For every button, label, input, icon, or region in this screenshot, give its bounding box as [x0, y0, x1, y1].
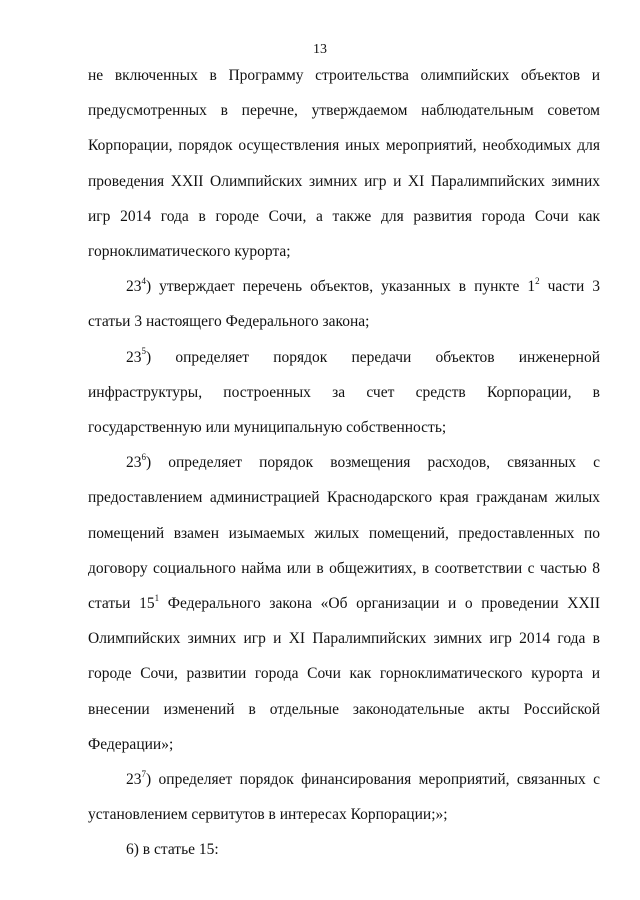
document-body: [88, 58, 600, 868]
item-text-continued: Федерального закона «Об организации и о проведении XXII Олимпийских зимних игр и XI Паралимпийских зимних игр 2014 года в городе Сочи, развитии города Сочи как горноклиматического курорта и внесении изменений в отдельные законодательные акты Российской Федерации»;: [88, 595, 600, 753]
item-superscript: 4: [141, 276, 146, 287]
page-number: 13: [313, 42, 327, 57]
item-text-superscript: 2: [535, 276, 540, 287]
item-number: 23: [126, 348, 142, 366]
paragraph-item-23-5: [88, 340, 600, 446]
paragraph-item-23-6: [88, 445, 600, 762]
item-number: 23: [126, 771, 142, 789]
item-text-superscript: 1: [154, 592, 160, 603]
item-text: ) определяет порядок возмещения расходов, связанных с предоставлением администрацией Краснодарского края гражданам жилых помещений взамен изымаемых жилых помещений, предоставленных по договору социального найма или в общежитиях, в соответствии с частью 8 статьи 15: [88, 454, 600, 613]
item-text-continued: части 3 статьи 3 настоящего Федерального закона;: [88, 278, 601, 331]
item-text: ) утверждает перечень объектов, указанных в пункте 1: [146, 278, 536, 296]
item-text: ) определяет порядок финансирования мероприятий, связанных с установлением сервитутов в интересах Корпорации;»;: [88, 771, 600, 824]
paragraph-continuation: не включенных в Программу строительства олимпийских объектов и предусмотренных в перечне, утверждаемом наблюдательным советом Корпорации, порядок осуществления иных мероприятий, необходимых для проведения XXII Олимпийских зимних игр и XI Паралимпийских зимних игр 2014 года в городе Сочи, а также для развития города Сочи как горноклиматического курорта;: [88, 67, 600, 261]
item-number: 23: [126, 454, 142, 472]
item-superscript: 5: [141, 346, 146, 357]
item-number: 23: [126, 278, 142, 296]
item-superscript: 6: [141, 452, 146, 463]
item-text: ) определяет порядок передачи объектов инженерной инфраструктуры, построенных за счет средств Корпорации, в государственную или муниципальную собственность;: [88, 348, 600, 437]
item-superscript: 7: [141, 768, 146, 779]
paragraph-item-23-4: [88, 269, 600, 339]
paragraph-article-15: 6) в статье 15:: [126, 841, 219, 859]
paragraph-item-23-7: [88, 762, 600, 832]
